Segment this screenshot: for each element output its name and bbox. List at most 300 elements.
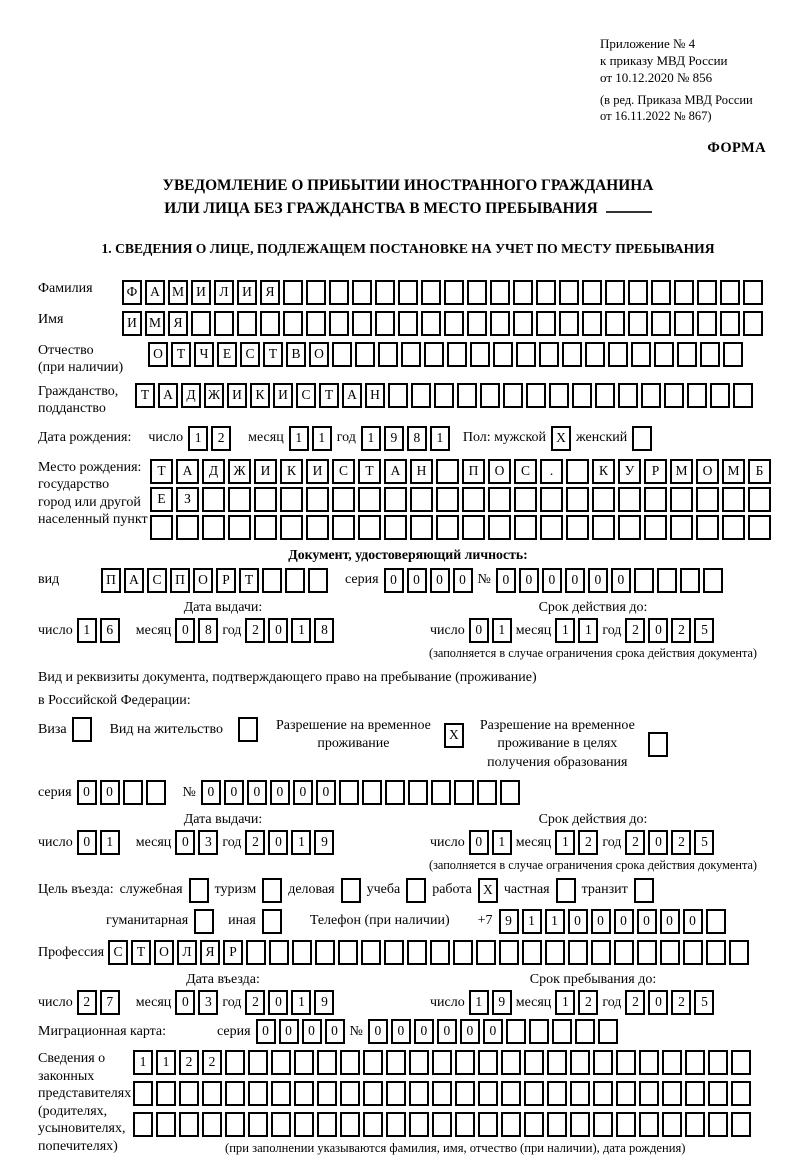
char-cell[interactable] [133, 1112, 153, 1137]
char-cell[interactable] [592, 515, 615, 540]
first-name-input[interactable] [122, 311, 763, 336]
resid-issue-day-input[interactable] [77, 830, 120, 855]
char-cell[interactable] [358, 487, 381, 512]
char-cell[interactable] [476, 940, 496, 965]
char-cell[interactable] [378, 342, 398, 367]
char-cell[interactable]: П [462, 459, 485, 484]
char-cell[interactable] [338, 940, 358, 965]
char-cell[interactable] [339, 780, 359, 805]
char-cell[interactable]: 1 [289, 426, 309, 451]
char-cell[interactable] [644, 487, 667, 512]
char-cell[interactable] [332, 342, 352, 367]
char-cell[interactable] [566, 487, 589, 512]
legal-rep-input-row1[interactable] [133, 1050, 751, 1075]
char-cell[interactable] [708, 1050, 728, 1075]
char-cell[interactable] [384, 487, 407, 512]
char-cell[interactable] [568, 940, 588, 965]
char-cell[interactable] [467, 311, 487, 336]
char-cell[interactable] [352, 311, 372, 336]
char-cell[interactable]: А [384, 459, 407, 484]
char-cell[interactable]: 0 [483, 1019, 503, 1044]
char-cell[interactable] [616, 1112, 636, 1137]
stay-year-input[interactable] [625, 990, 714, 1015]
char-cell[interactable]: 2 [211, 426, 231, 451]
char-cell[interactable] [595, 383, 615, 408]
char-cell[interactable] [514, 487, 537, 512]
char-cell[interactable]: 1 [188, 426, 208, 451]
resid-valid-month-input[interactable] [555, 830, 598, 855]
char-cell[interactable]: О [696, 459, 719, 484]
char-cell[interactable] [524, 1081, 544, 1106]
char-cell[interactable] [340, 1112, 360, 1137]
char-cell[interactable]: И [273, 383, 293, 408]
char-cell[interactable]: 1 [469, 990, 489, 1015]
char-cell[interactable]: 2 [671, 990, 691, 1015]
doc-issue-year-input[interactable] [245, 618, 334, 643]
char-cell[interactable]: 9 [384, 426, 404, 451]
char-cell[interactable] [285, 568, 305, 593]
char-cell[interactable] [340, 1050, 360, 1075]
char-cell[interactable] [146, 780, 166, 805]
entry-year-input[interactable] [245, 990, 334, 1015]
birth-place-input-row3[interactable] [150, 515, 771, 540]
char-cell[interactable]: 0 [430, 568, 450, 593]
char-cell[interactable] [664, 383, 684, 408]
char-cell[interactable]: Р [644, 459, 667, 484]
checkbox-study[interactable] [406, 878, 426, 903]
char-cell[interactable] [411, 383, 431, 408]
char-cell[interactable]: О [488, 459, 511, 484]
char-cell[interactable]: 3 [198, 830, 218, 855]
char-cell[interactable] [545, 940, 565, 965]
char-cell[interactable]: 2 [625, 830, 645, 855]
checkbox-tourism[interactable] [262, 878, 282, 903]
char-cell[interactable]: А [342, 383, 362, 408]
char-cell[interactable] [700, 342, 720, 367]
checkbox-transit[interactable] [634, 878, 654, 903]
char-cell[interactable]: 2 [578, 990, 598, 1015]
doc-number-input[interactable] [496, 568, 723, 593]
char-cell[interactable] [582, 280, 602, 305]
birth-year-input[interactable] [361, 426, 450, 451]
birth-month-input[interactable] [289, 426, 332, 451]
char-cell[interactable] [644, 515, 667, 540]
char-cell[interactable]: С [296, 383, 316, 408]
char-cell[interactable] [214, 311, 234, 336]
char-cell[interactable] [503, 383, 523, 408]
char-cell[interactable] [593, 1050, 613, 1075]
char-cell[interactable]: 8 [198, 618, 218, 643]
char-cell[interactable] [591, 940, 611, 965]
char-cell[interactable] [731, 1081, 751, 1106]
char-cell[interactable] [384, 940, 404, 965]
checkbox-residence-permit[interactable] [238, 717, 258, 742]
char-cell[interactable] [616, 1050, 636, 1075]
char-cell[interactable]: К [250, 383, 270, 408]
doc-issue-day-input[interactable] [77, 618, 120, 643]
char-cell[interactable] [522, 940, 542, 965]
surname-input[interactable] [122, 280, 763, 305]
char-cell[interactable] [720, 311, 740, 336]
char-cell[interactable] [547, 1050, 567, 1075]
char-cell[interactable] [628, 311, 648, 336]
mig-series-input[interactable] [256, 1019, 345, 1044]
char-cell[interactable]: . [540, 459, 563, 484]
char-cell[interactable]: 2 [77, 990, 97, 1015]
char-cell[interactable]: 0 [660, 909, 680, 934]
char-cell[interactable] [605, 311, 625, 336]
char-cell[interactable]: Б [748, 459, 771, 484]
char-cell[interactable] [248, 1112, 268, 1137]
checkbox-male[interactable]: X [551, 426, 571, 451]
char-cell[interactable] [434, 383, 454, 408]
char-cell[interactable] [478, 1112, 498, 1137]
char-cell[interactable] [708, 1112, 728, 1137]
char-cell[interactable] [685, 1081, 705, 1106]
char-cell[interactable] [228, 487, 251, 512]
resid-issue-year-input[interactable] [245, 830, 334, 855]
char-cell[interactable]: 2 [245, 830, 265, 855]
char-cell[interactable] [340, 1081, 360, 1106]
char-cell[interactable]: 2 [179, 1050, 199, 1075]
char-cell[interactable]: 0 [368, 1019, 388, 1044]
resid-series-input[interactable] [77, 780, 166, 805]
char-cell[interactable] [540, 487, 563, 512]
char-cell[interactable]: 0 [453, 568, 473, 593]
char-cell[interactable] [722, 515, 745, 540]
char-cell[interactable] [501, 1050, 521, 1075]
char-cell[interactable]: Ч [194, 342, 214, 367]
char-cell[interactable] [651, 280, 671, 305]
legal-rep-input-row3[interactable] [133, 1112, 751, 1137]
checkbox-humanitarian[interactable] [194, 909, 214, 934]
char-cell[interactable]: 1 [312, 426, 332, 451]
char-cell[interactable] [294, 1112, 314, 1137]
char-cell[interactable] [687, 383, 707, 408]
char-cell[interactable] [271, 1050, 291, 1075]
char-cell[interactable] [559, 311, 579, 336]
char-cell[interactable] [618, 383, 638, 408]
char-cell[interactable]: 1 [77, 618, 97, 643]
char-cell[interactable]: 6 [100, 618, 120, 643]
char-cell[interactable] [631, 342, 651, 367]
char-cell[interactable] [271, 1081, 291, 1106]
char-cell[interactable] [202, 1081, 222, 1106]
char-cell[interactable] [618, 515, 641, 540]
char-cell[interactable] [743, 311, 763, 336]
char-cell[interactable] [731, 1050, 751, 1075]
char-cell[interactable] [670, 487, 693, 512]
char-cell[interactable] [677, 342, 697, 367]
char-cell[interactable]: Ф [122, 280, 142, 305]
char-cell[interactable]: 0 [100, 780, 120, 805]
doc-series-input[interactable] [384, 568, 473, 593]
char-cell[interactable] [306, 280, 326, 305]
char-cell[interactable]: 1 [100, 830, 120, 855]
char-cell[interactable] [271, 1112, 291, 1137]
char-cell[interactable]: Л [214, 280, 234, 305]
char-cell[interactable]: 0 [224, 780, 244, 805]
char-cell[interactable]: И [122, 311, 142, 336]
char-cell[interactable] [662, 1050, 682, 1075]
char-cell[interactable]: 0 [77, 830, 97, 855]
char-cell[interactable] [385, 780, 405, 805]
char-cell[interactable] [618, 487, 641, 512]
checkbox-other[interactable] [262, 909, 282, 934]
char-cell[interactable] [570, 1112, 590, 1137]
char-cell[interactable] [685, 1050, 705, 1075]
char-cell[interactable] [237, 311, 257, 336]
char-cell[interactable] [639, 1050, 659, 1075]
char-cell[interactable]: 1 [291, 618, 311, 643]
char-cell[interactable]: Т [131, 940, 151, 965]
char-cell[interactable]: В [286, 342, 306, 367]
char-cell[interactable] [536, 311, 556, 336]
char-cell[interactable]: 0 [175, 990, 195, 1015]
char-cell[interactable] [685, 1112, 705, 1137]
char-cell[interactable] [662, 1081, 682, 1106]
char-cell[interactable]: 0 [391, 1019, 411, 1044]
char-cell[interactable]: 0 [588, 568, 608, 593]
char-cell[interactable]: Я [168, 311, 188, 336]
char-cell[interactable] [361, 940, 381, 965]
char-cell[interactable] [683, 940, 703, 965]
char-cell[interactable] [499, 940, 519, 965]
char-cell[interactable]: 1 [578, 618, 598, 643]
char-cell[interactable] [280, 487, 303, 512]
char-cell[interactable] [585, 342, 605, 367]
patronymic-input[interactable] [148, 342, 743, 367]
char-cell[interactable]: 0 [407, 568, 427, 593]
char-cell[interactable]: 0 [648, 990, 668, 1015]
char-cell[interactable]: 9 [314, 830, 334, 855]
char-cell[interactable]: 0 [648, 830, 668, 855]
char-cell[interactable]: 0 [247, 780, 267, 805]
char-cell[interactable]: 8 [407, 426, 427, 451]
char-cell[interactable]: 0 [268, 990, 288, 1015]
char-cell[interactable]: 0 [542, 568, 562, 593]
stay-day-input[interactable] [469, 990, 512, 1015]
doc-issue-month-input[interactable] [175, 618, 218, 643]
entry-day-input[interactable] [77, 990, 120, 1015]
char-cell[interactable] [202, 1112, 222, 1137]
char-cell[interactable] [462, 487, 485, 512]
char-cell[interactable] [654, 342, 674, 367]
char-cell[interactable]: Д [202, 459, 225, 484]
char-cell[interactable]: О [154, 940, 174, 965]
char-cell[interactable]: Д [181, 383, 201, 408]
birth-place-input-row2[interactable] [150, 487, 771, 512]
char-cell[interactable] [248, 1081, 268, 1106]
char-cell[interactable]: З [176, 487, 199, 512]
char-cell[interactable] [421, 311, 441, 336]
char-cell[interactable] [248, 1050, 268, 1075]
char-cell[interactable] [706, 940, 726, 965]
char-cell[interactable] [283, 311, 303, 336]
char-cell[interactable]: 9 [499, 909, 519, 934]
char-cell[interactable] [592, 487, 615, 512]
phone-input[interactable] [499, 909, 726, 934]
char-cell[interactable]: 8 [314, 618, 334, 643]
char-cell[interactable] [254, 515, 277, 540]
resid-number-input[interactable] [201, 780, 520, 805]
char-cell[interactable] [269, 940, 289, 965]
char-cell[interactable]: Р [223, 940, 243, 965]
char-cell[interactable] [608, 342, 628, 367]
char-cell[interactable] [674, 280, 694, 305]
char-cell[interactable] [454, 780, 474, 805]
char-cell[interactable] [424, 342, 444, 367]
char-cell[interactable] [662, 1112, 682, 1137]
char-cell[interactable] [552, 1019, 572, 1044]
char-cell[interactable]: 2 [578, 830, 598, 855]
char-cell[interactable] [670, 515, 693, 540]
char-cell[interactable] [501, 1112, 521, 1137]
char-cell[interactable]: 0 [637, 909, 657, 934]
char-cell[interactable]: Ж [228, 459, 251, 484]
char-cell[interactable]: 0 [519, 568, 539, 593]
birth-place-input-row1[interactable] [150, 459, 771, 484]
resid-valid-day-input[interactable] [469, 830, 512, 855]
char-cell[interactable]: 0 [414, 1019, 434, 1044]
char-cell[interactable]: 0 [302, 1019, 322, 1044]
char-cell[interactable] [562, 342, 582, 367]
char-cell[interactable]: М [670, 459, 693, 484]
char-cell[interactable]: 1 [555, 830, 575, 855]
char-cell[interactable] [710, 383, 730, 408]
char-cell[interactable]: 1 [361, 426, 381, 451]
char-cell[interactable]: 0 [175, 618, 195, 643]
char-cell[interactable] [430, 940, 450, 965]
char-cell[interactable]: 1 [156, 1050, 176, 1075]
char-cell[interactable]: С [332, 459, 355, 484]
char-cell[interactable] [306, 311, 326, 336]
char-cell[interactable]: 5 [694, 830, 714, 855]
char-cell[interactable] [639, 1112, 659, 1137]
checkbox-work[interactable]: X [478, 878, 498, 903]
char-cell[interactable] [514, 515, 537, 540]
char-cell[interactable]: Т [239, 568, 259, 593]
char-cell[interactable]: И [191, 280, 211, 305]
char-cell[interactable]: 0 [565, 568, 585, 593]
char-cell[interactable] [572, 383, 592, 408]
char-cell[interactable] [401, 342, 421, 367]
stay-month-input[interactable] [555, 990, 598, 1015]
char-cell[interactable] [493, 342, 513, 367]
char-cell[interactable]: 0 [279, 1019, 299, 1044]
char-cell[interactable] [547, 1081, 567, 1106]
char-cell[interactable] [641, 383, 661, 408]
doc-valid-day-input[interactable] [469, 618, 512, 643]
char-cell[interactable] [455, 1050, 475, 1075]
char-cell[interactable]: 0 [648, 618, 668, 643]
char-cell[interactable] [447, 342, 467, 367]
char-cell[interactable] [375, 280, 395, 305]
char-cell[interactable] [733, 383, 753, 408]
char-cell[interactable] [156, 1081, 176, 1106]
char-cell[interactable]: 0 [460, 1019, 480, 1044]
char-cell[interactable] [150, 515, 173, 540]
char-cell[interactable] [729, 940, 749, 965]
char-cell[interactable]: А [176, 459, 199, 484]
char-cell[interactable] [575, 1019, 595, 1044]
char-cell[interactable]: С [108, 940, 128, 965]
char-cell[interactable] [436, 459, 459, 484]
char-cell[interactable] [529, 1019, 549, 1044]
char-cell[interactable] [540, 515, 563, 540]
char-cell[interactable] [409, 1112, 429, 1137]
char-cell[interactable]: 2 [245, 990, 265, 1015]
char-cell[interactable]: 0 [496, 568, 516, 593]
char-cell[interactable]: Р [216, 568, 236, 593]
char-cell[interactable]: 0 [611, 568, 631, 593]
char-cell[interactable] [362, 780, 382, 805]
char-cell[interactable] [262, 568, 282, 593]
char-cell[interactable] [480, 383, 500, 408]
char-cell[interactable] [225, 1081, 245, 1106]
char-cell[interactable]: 1 [492, 830, 512, 855]
char-cell[interactable] [731, 1112, 751, 1137]
char-cell[interactable] [363, 1081, 383, 1106]
char-cell[interactable]: У [618, 459, 641, 484]
char-cell[interactable]: Т [135, 383, 155, 408]
char-cell[interactable]: 0 [316, 780, 336, 805]
char-cell[interactable] [513, 311, 533, 336]
char-cell[interactable] [570, 1081, 590, 1106]
char-cell[interactable]: Е [217, 342, 237, 367]
char-cell[interactable] [524, 1112, 544, 1137]
char-cell[interactable] [317, 1050, 337, 1075]
char-cell[interactable] [513, 280, 533, 305]
char-cell[interactable] [409, 1050, 429, 1075]
char-cell[interactable]: 3 [198, 990, 218, 1015]
char-cell[interactable]: С [514, 459, 537, 484]
char-cell[interactable]: 1 [291, 990, 311, 1015]
char-cell[interactable] [547, 1112, 567, 1137]
char-cell[interactable]: 1 [430, 426, 450, 451]
char-cell[interactable] [722, 487, 745, 512]
char-cell[interactable] [386, 1081, 406, 1106]
char-cell[interactable] [386, 1112, 406, 1137]
char-cell[interactable] [703, 568, 723, 593]
char-cell[interactable]: И [237, 280, 257, 305]
char-cell[interactable] [582, 311, 602, 336]
char-cell[interactable]: 0 [77, 780, 97, 805]
char-cell[interactable] [317, 1081, 337, 1106]
resid-valid-year-input[interactable] [625, 830, 714, 855]
char-cell[interactable] [488, 515, 511, 540]
char-cell[interactable] [306, 487, 329, 512]
char-cell[interactable] [398, 280, 418, 305]
char-cell[interactable] [179, 1081, 199, 1106]
char-cell[interactable] [123, 780, 143, 805]
char-cell[interactable]: 0 [325, 1019, 345, 1044]
char-cell[interactable] [317, 1112, 337, 1137]
char-cell[interactable]: П [101, 568, 121, 593]
char-cell[interactable] [444, 280, 464, 305]
char-cell[interactable] [294, 1081, 314, 1106]
char-cell[interactable]: 1 [492, 618, 512, 643]
char-cell[interactable]: 0 [293, 780, 313, 805]
char-cell[interactable] [706, 909, 726, 934]
char-cell[interactable] [329, 280, 349, 305]
char-cell[interactable] [156, 1112, 176, 1137]
profession-input[interactable] [108, 940, 749, 965]
char-cell[interactable] [559, 280, 579, 305]
char-cell[interactable] [398, 311, 418, 336]
char-cell[interactable] [283, 280, 303, 305]
char-cell[interactable] [292, 940, 312, 965]
